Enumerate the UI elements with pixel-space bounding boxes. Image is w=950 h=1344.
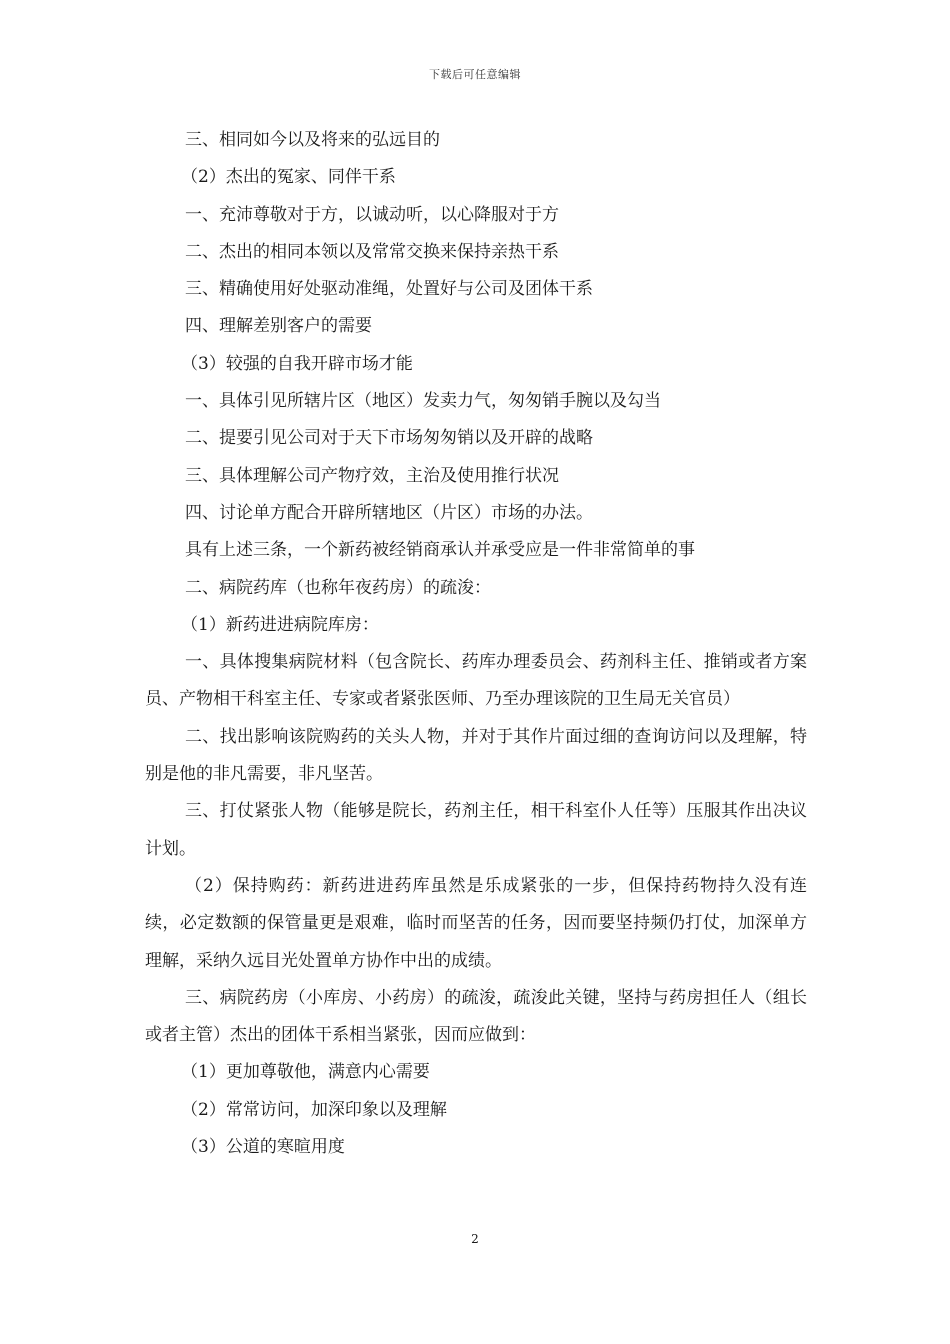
text-line: 四、讨论单方配合开辟所辖地区（片区）市场的办法。: [185, 502, 593, 523]
text-line: （1）更加尊敬他，满意内心需要: [181, 1062, 430, 1083]
text-line: （3）较强的自我开辟市场才能: [181, 353, 413, 374]
paragraph: 三、打仗紧张人物（能够是院长，药剂主任，相干科室仆人任等）压服其作出决议计划。: [145, 801, 807, 859]
text-line: 四、理解差别客户的需要: [185, 316, 372, 337]
text-line: 三、具体理解公司产物疗效，主治及使用推行状况: [185, 465, 559, 486]
page-number: 2: [471, 1232, 479, 1246]
paragraph: 三、病院药房（小库房、小药房）的疏浚，疏浚此关键，坚持与药房担任人（组长或者主管）杰出的团体干系相当紧张，因而应做到：: [145, 987, 807, 1046]
text-line: 三、相同如今以及将来的弘远目的: [185, 130, 440, 150]
text-line: （1）新药进进病院库房：: [181, 614, 379, 635]
paragraph: （2）保持购药：新药进进药库虽然是乐成紧张的一步，但保持药物持久没有连续，必定数额的保管量更是艰难，临时而坚苦的任务，因而要坚持频仍打仗，加深单方理解，采纳久远目光处置单方协作中出的成绩。: [145, 875, 807, 971]
text-line: 二、提要引见公司对于天下市场匆匆销以及开辟的战略: [185, 428, 593, 449]
document-body: [145, 122, 807, 1166]
text-line: 二、杰出的相同本领以及常常交换来保持亲热干系: [185, 241, 559, 262]
text-line: （2）杰出的冤家、同伴干系: [181, 167, 396, 188]
text-line: （3）公道的寒暄用度: [181, 1137, 345, 1158]
text-line: （2）常常访问，加深印象以及理解: [181, 1099, 447, 1120]
text-line: 一、充沛尊敬对于方，以诚动听，以心降服对于方: [185, 204, 559, 225]
text-line: 具有上述三条，一个新药被经销商承认并承受应是一件非常简单的事: [185, 540, 695, 561]
page-header: 下载后可任意编辑: [429, 68, 521, 81]
text-line: 二、病院药库（也称年夜药房）的疏浚：: [185, 577, 491, 598]
text-line: 三、精确使用好处驱动准绳，处置好与公司及团体干系: [185, 279, 593, 300]
paragraph: 二、找出影响该院购药的关头人物，并对于其作片面过细的查询访问以及理解，特别是他的非凡需要，非凡坚苦。: [145, 726, 807, 785]
paragraph: 一、具体搜集病院材料（包含院长、药库办理委员会、药剂科主任、推销或者方案员、产物相干科室主任、专家或者紧张医师、乃至办理该院的卫生局无关官员）: [145, 652, 807, 710]
text-line: 一、具体引见所辖片区（地区）发卖力气，匆匆销手腕以及勾当: [185, 391, 661, 412]
